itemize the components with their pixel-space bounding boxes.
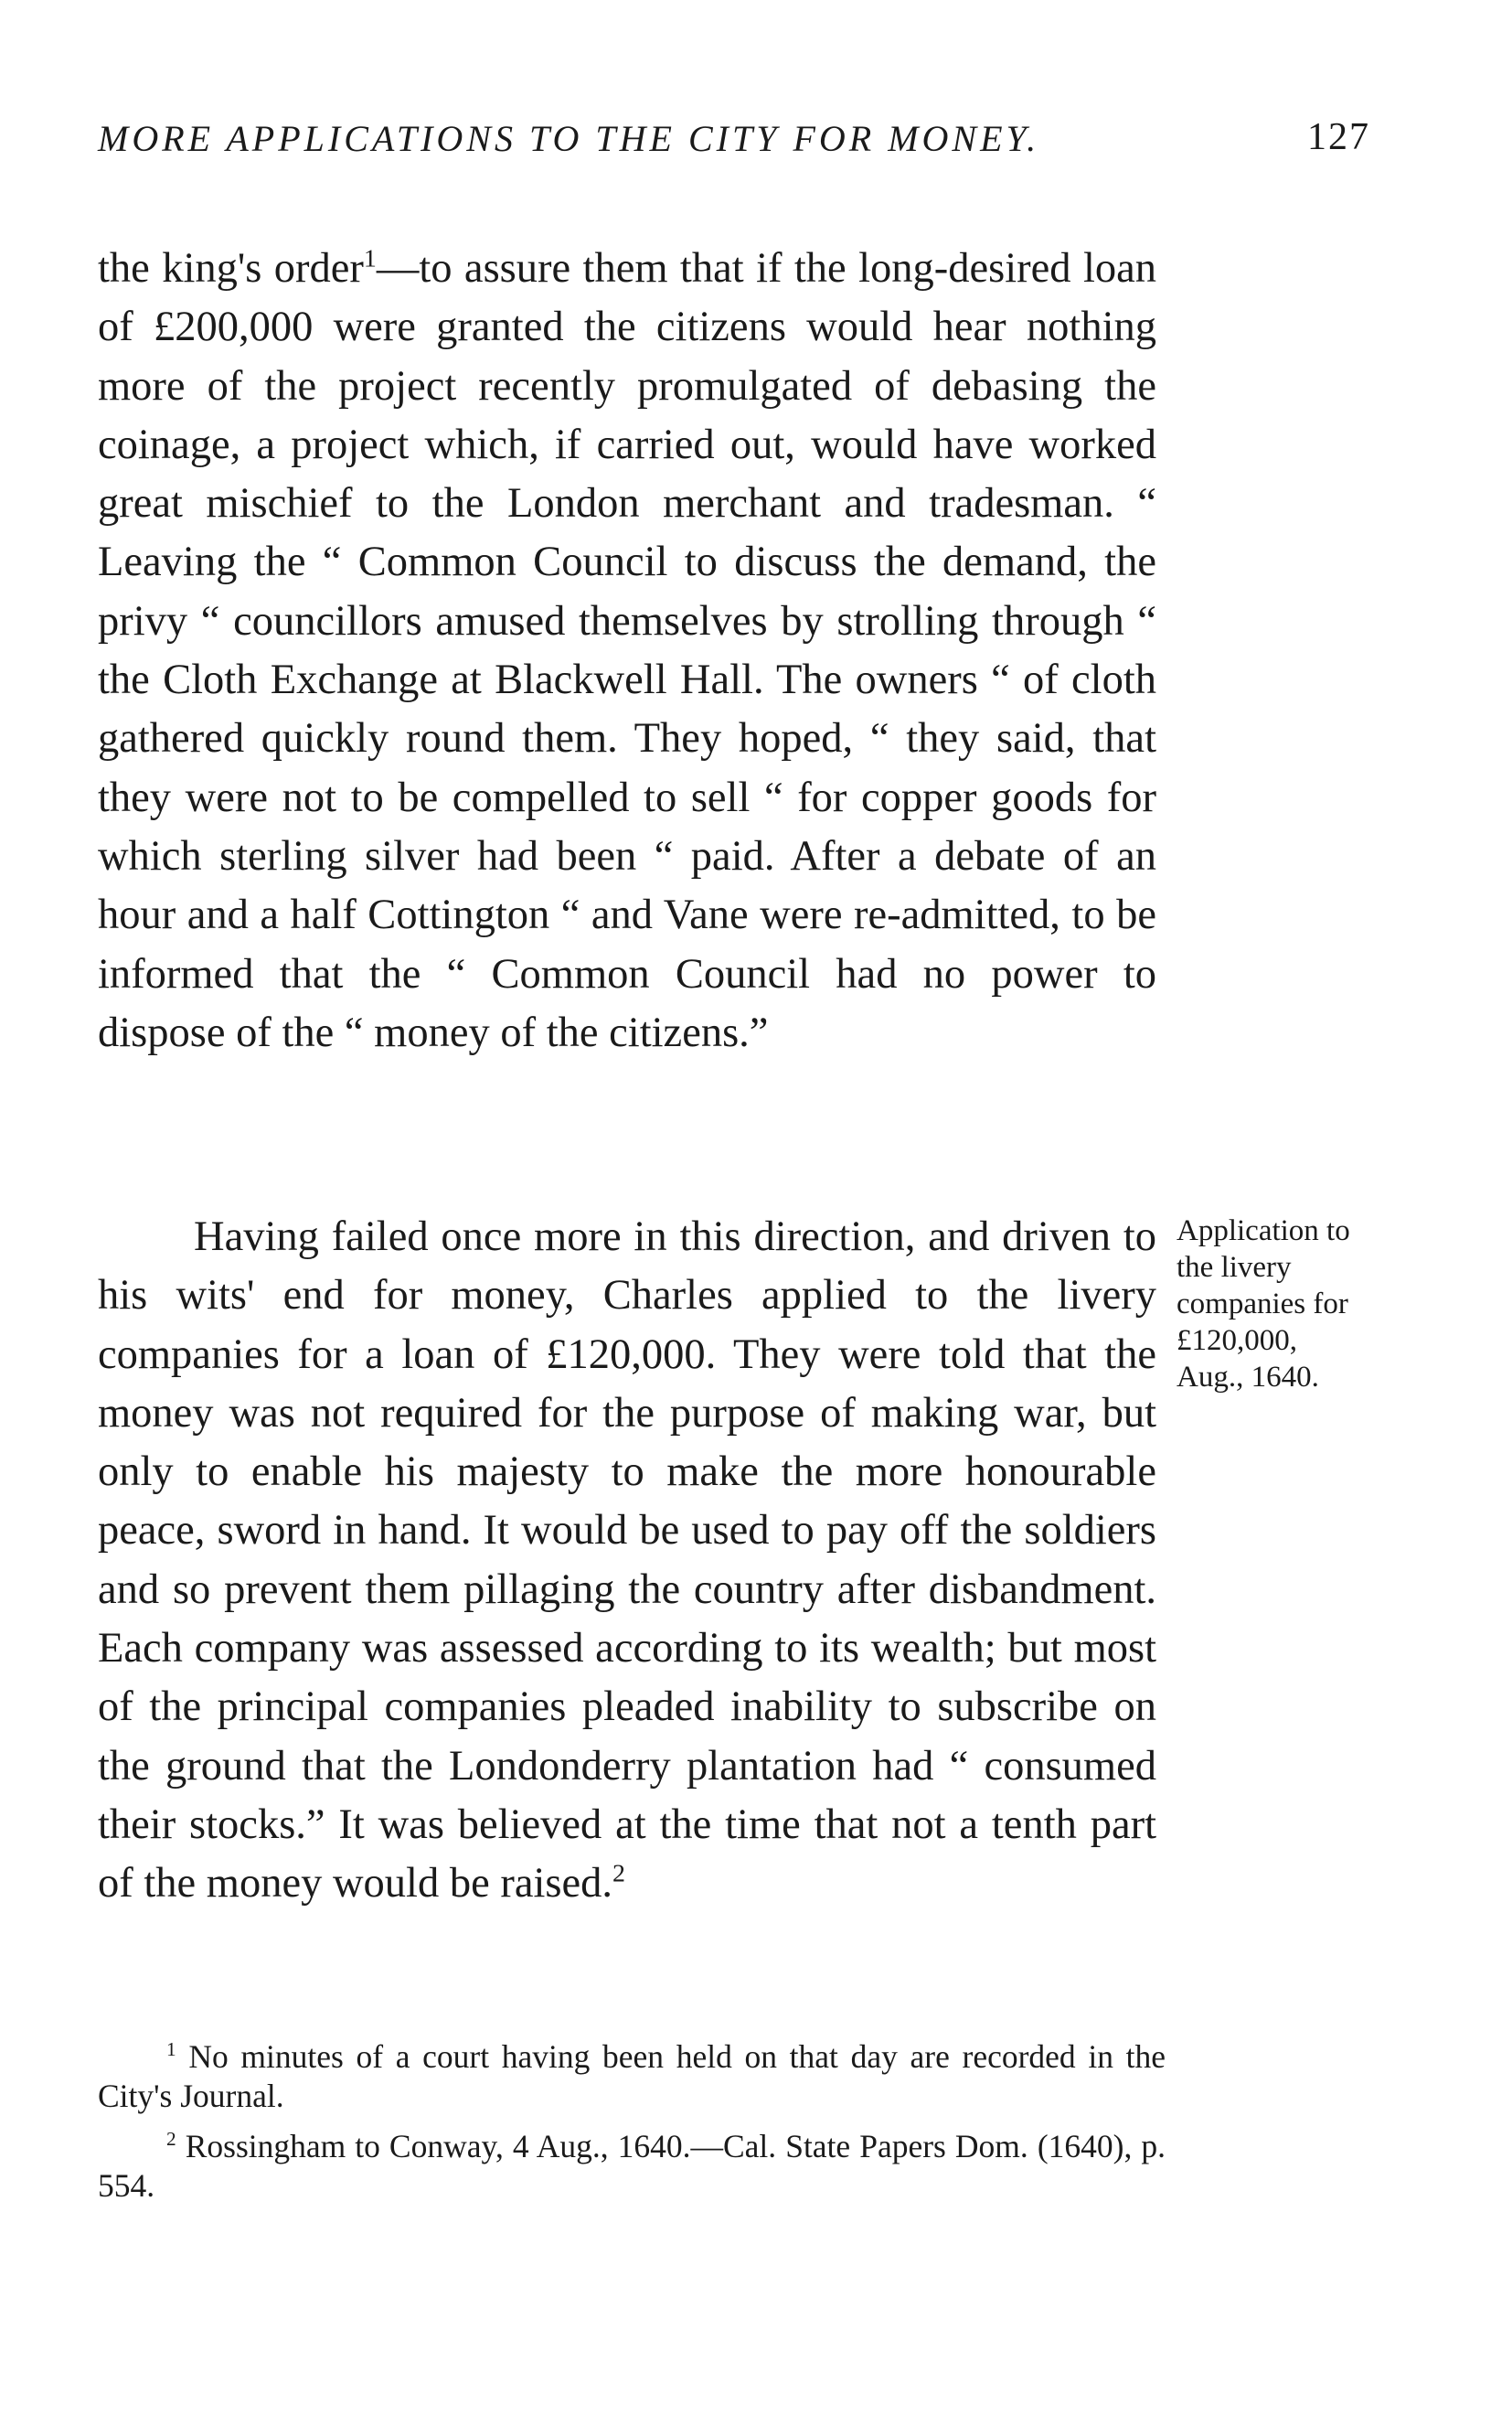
footnote-2 [98,2127,1166,2206]
page-number: 127 [1307,116,1370,158]
body-paragraph-2 [98,1208,1156,1914]
running-head: MORE APPLICATIONS TO THE CITY FOR MONEY. [98,118,1040,159]
marginal-note-line: Aug., 1640. [1177,1361,1319,1394]
paragraph-2-text: Having failed once more in this direction, and driven to his wits' end for money, Charles applied to the livery companies for a loan of £120,000. They were told that the money was not required for the purpose of making war, but only to enable his majesty to make the more honourable peace, sword in hand. It would be used to pay off the soldiers and so prevent them pillaging the country after disbandment. Each company was assessed according to its wealth; but most of the principal companies pleaded inability to subscribe on the ground that the Londonderry plantation had “ consumed their stocks.” It was believed at the time that not a tenth part of the money would be raised. [98,1213,1156,1907]
marginal-note-line: Application to [1177,1214,1350,1247]
marginal-note-line: £120,000, [1177,1324,1297,1357]
body-paragraph-1 [98,240,1156,1063]
footnote-2-text: Rossingham to Conway, 4 Aug., 1640.—Cal. State Papers Dom. (1640), p. 554. [98,2128,1166,2204]
footnote-ref-2: 2 [612,1859,625,1888]
footnote-ref-1: 1 [363,244,377,273]
footnote-mark-2: 2 [166,2128,176,2151]
footnote-1 [98,2037,1166,2116]
paragraph-1-text-start: the king's order [98,245,364,292]
marginal-note [1177,1213,1451,1395]
footnote-mark-1: 1 [166,2038,176,2061]
marginal-note-line: the livery [1177,1251,1292,1284]
footnotes [98,2037,1166,2217]
footnote-1-text: No minutes of a court having been held on that day are recorded in the City's Journal. [98,2038,1166,2114]
marginal-note-line: companies for [1177,1288,1348,1320]
paragraph-1-text-end: —to assure them that if the long-desired loan of £200,000 were granted the citizens would hear nothing more of the project recently promulgated of debasing the coinage, a project which, if carried out, would have worked great mischief to the London merchant and tradesman. “ Leaving the “ Common Council to discuss the demand, the privy “ councillors amused themselves by strolling through “ the Cloth Exchange at Blackwell Hall. The owners “ of cloth gathered quickly round them. They hoped, “ they said, that they were not to be compelled to sell “ for copper goods for which sterling silver had been “ paid. After a debate of an hour and a half Cottington “ and Vane were re-admitted, to be informed that the “ Common Council had no power to dispose of the “ money of the citizens.” [98,245,1157,1056]
